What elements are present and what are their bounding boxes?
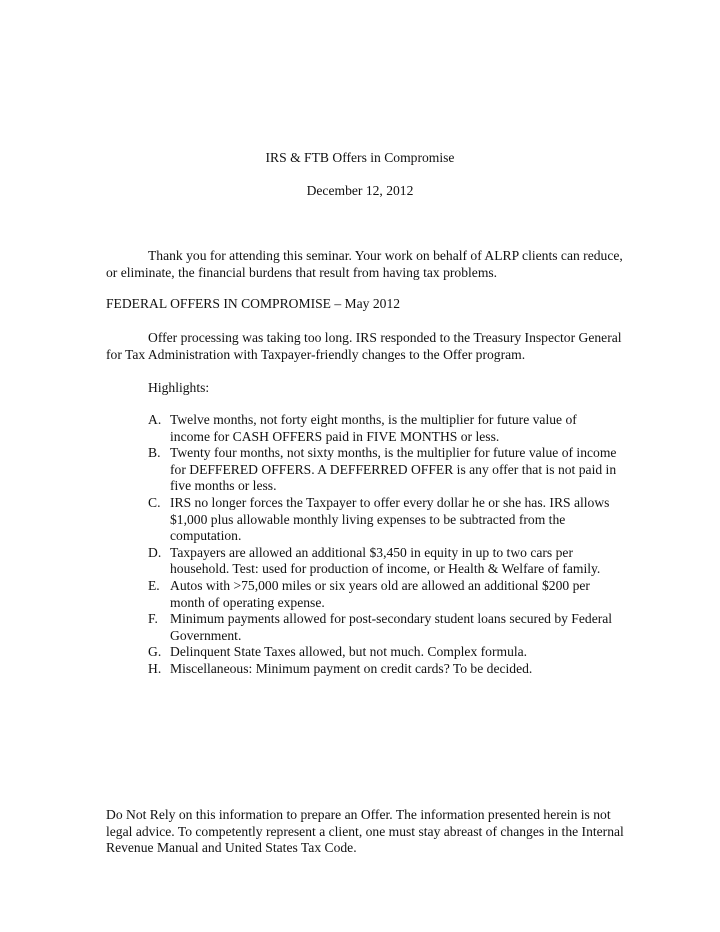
list-marker: H. <box>148 660 162 676</box>
list-item <box>148 578 618 611</box>
list-item <box>148 611 618 644</box>
list-marker: D. <box>148 544 162 560</box>
list-item-text: IRS no longer forces the Taxpayer to offer every dollar he or she has. IRS allows $1,000 plus allowable monthly living expenses to be subtracted from the computation. <box>170 494 610 544</box>
list-item-text: Delinquent State Taxes allowed, but not much. Complex formula. <box>170 644 528 660</box>
list-marker: C. <box>148 494 161 510</box>
list-item-text: Twenty four months, not sixty months, is the multiplier for future value of income for DEFFERED OFFERS. A DEFFERRED OFFER is any offer that is not paid in five months or less. <box>170 445 617 494</box>
list-item <box>148 445 618 495</box>
highlights-label: Highlights: <box>148 380 210 395</box>
list-marker: B. <box>148 445 161 461</box>
section-heading: FEDERAL OFFERS IN COMPROMISE – May 2012 <box>106 296 401 311</box>
document-date: December 12, 2012 <box>306 183 414 198</box>
list-marker: A. <box>148 412 162 427</box>
list-item-text: Minimum payments allowed for post-secondary student loans secured by Federal Government. <box>170 611 613 643</box>
list-item-text: Autos with >75,000 miles or six years old are allowed an additional $200 per month of operating expense. <box>170 577 590 610</box>
list-item-text: Taxpayers are allowed an additional $3,450 in equity in up to two cars per household. Test: used for production of income, or Health & Welfare of family. <box>170 544 601 577</box>
section-paragraph: Offer processing was taking too long. IRS responded to the Treasury Inspector General for Tax Administration with Taxpayer-friendly changes to the Offer program. <box>106 330 622 362</box>
list-item <box>148 644 618 661</box>
disclaimer-paragraph: Do Not Rely on this information to prepare an Offer. The information presented herein is not legal advice. To competently represent a client, one must stay abreast of changes in the Internal Revenue Manual and United States Tax Code. <box>106 807 624 856</box>
list-item-text: Twelve months, not forty eight months, is the multiplier for future value of income for CASH OFFERS paid in FIVE MONTHS or less. <box>170 412 577 444</box>
list-marker: F. <box>148 611 158 627</box>
list-item <box>148 412 618 445</box>
list-item <box>148 661 618 678</box>
list-marker: E. <box>148 577 160 593</box>
document-title: IRS & FTB Offers in Compromise <box>265 150 455 165</box>
list-item-text: Miscellaneous: Minimum payment on credit cards? To be decided. <box>170 660 533 676</box>
intro-paragraph: Thank you for attending this seminar. Your work on behalf of ALRP clients can reduce, or eliminate, the financial burdens that result from having tax problems. <box>106 248 623 280</box>
list-marker: G. <box>148 644 162 660</box>
highlights-list <box>148 412 618 678</box>
list-item <box>148 495 618 545</box>
list-item <box>148 545 618 578</box>
